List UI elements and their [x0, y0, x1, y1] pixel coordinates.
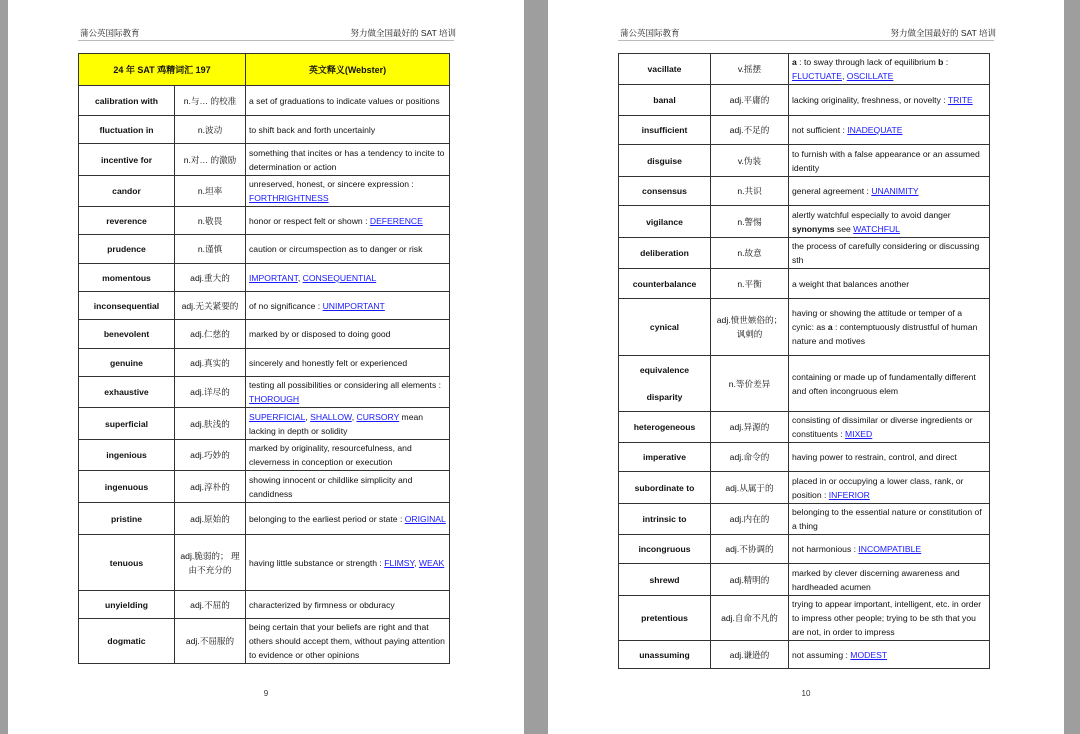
page-number: 10 — [801, 689, 811, 698]
part-of-speech: adj.从属于的 — [711, 472, 789, 504]
definition-text: : to sway through lack of equilibrium — [796, 57, 939, 67]
definition — [246, 144, 450, 176]
synonym-link[interactable]: INFERIOR — [828, 489, 870, 500]
synonym-link[interactable]: THOROUGH — [249, 394, 300, 404]
table-row — [619, 412, 990, 443]
table-row — [619, 269, 990, 299]
definition — [789, 564, 990, 596]
definition — [789, 412, 990, 443]
table-row — [619, 238, 990, 269]
vocab-word: vacillate — [619, 54, 711, 85]
part-of-speech: adj.平庸的 — [711, 85, 789, 116]
table-row — [79, 176, 450, 207]
definition-text: marked by originality, resourcefulness, and cleverness in conception or execution — [249, 443, 412, 467]
vocab-word: dogmatic — [79, 619, 175, 664]
table-row — [79, 116, 450, 144]
definition — [246, 235, 450, 264]
vocab-word: ingenuous — [79, 471, 175, 503]
table-row — [79, 235, 450, 264]
definition-text: testing all possibilities or considering all elements : — [249, 380, 442, 390]
synonym-link[interactable]: DEFERENCE — [369, 215, 423, 226]
definition-text: honor or respect felt or shown : — [249, 215, 370, 226]
synonym-link[interactable]: CURSORY — [356, 411, 400, 422]
part-of-speech: adj.不屈的 — [175, 591, 246, 619]
table-row — [619, 299, 990, 356]
table-row — [619, 116, 990, 145]
definition — [246, 86, 450, 116]
definition-text: containing or made up of fundamentally different and often incongruous elem — [792, 371, 976, 396]
table-row — [619, 356, 990, 412]
synonym-link[interactable]: INCOMPATIBLE — [858, 544, 922, 554]
table-row — [619, 472, 990, 504]
vocab-word: heterogeneous — [619, 412, 711, 443]
vocab-word: disguise — [619, 145, 711, 177]
definition-text: alertly watchful especially to avoid danger — [792, 209, 951, 220]
synonym-link[interactable]: SUPERFICIAL — [249, 411, 306, 422]
table-row — [619, 596, 990, 641]
synonym-link[interactable]: UNIMPORTANT — [322, 300, 385, 311]
vocab-word: exhaustive — [79, 377, 175, 408]
definition-text: : contemptuously distrustful of human nature and motives — [792, 322, 978, 346]
table-row — [79, 349, 450, 377]
vocab-word: banal — [619, 85, 711, 116]
definition-text: a set of graduations to indicate values or positions — [249, 95, 440, 106]
page-number: 9 — [263, 689, 269, 698]
part-of-speech: adj.谦逊的 — [711, 641, 789, 669]
part-of-speech: n.与… 的校准 — [175, 86, 246, 116]
part-of-speech: n.等价差异 — [711, 356, 789, 412]
synonym-link[interactable]: FLIMSY — [384, 557, 415, 568]
definition-text: not assuming : — [792, 649, 851, 660]
definition-text: a — [792, 57, 797, 67]
definition — [789, 443, 990, 472]
definition-text: b — [938, 57, 944, 67]
definition — [246, 207, 450, 235]
vocab-word: consensus — [619, 177, 711, 206]
definition-text: , — [305, 411, 311, 422]
table-row — [619, 443, 990, 472]
definition-text: see — [834, 223, 854, 234]
synonym-link[interactable]: FORTHRIGHTNESS — [249, 193, 329, 203]
definition — [789, 356, 990, 412]
vocab-word: unyielding — [79, 591, 175, 619]
definition — [789, 145, 990, 177]
part-of-speech: adj.不足的 — [711, 116, 789, 145]
synonym-link[interactable]: UNANIMITY — [871, 186, 919, 196]
definition-text: synonyms — [792, 223, 835, 234]
part-of-speech: adj.仁慈的 — [175, 320, 246, 349]
vocab-word: equivalence disparity — [619, 356, 711, 412]
definition — [789, 177, 990, 206]
part-of-speech: n.对… 的激励 — [175, 144, 246, 176]
part-of-speech: adj.精明的 — [711, 564, 789, 596]
vocab-word: superficial — [79, 408, 175, 440]
definition — [789, 85, 990, 116]
part-of-speech: adj.内在的 — [711, 504, 789, 535]
vocab-word: inconsequential — [79, 292, 175, 320]
header-rule — [78, 40, 454, 41]
table-row — [619, 564, 990, 596]
synonym-link[interactable]: TRITE — [947, 95, 973, 105]
synonym-link[interactable]: MODEST — [850, 649, 888, 660]
part-of-speech: n.共识 — [711, 177, 789, 206]
synonym-link[interactable]: WEAK — [418, 557, 445, 568]
definition-text: showing innocent or childlike simplicity and candidness — [249, 474, 413, 499]
vocab-word: subordinate to — [619, 472, 711, 504]
synonym-link[interactable]: WATCHFUL — [853, 223, 900, 234]
definition-text: a weight that balances another — [792, 278, 910, 289]
definition-text: unreserved, honest, or sincere expression : — [249, 179, 414, 189]
definition-text: consisting of dissimilar or diverse ingredients or constituents : — [792, 415, 973, 439]
table-row — [619, 85, 990, 116]
definition-text: characterized by firmness or obduracy — [249, 599, 395, 610]
definition — [789, 596, 990, 641]
part-of-speech: adj.自命不凡的 — [711, 596, 789, 641]
synonym-link[interactable]: FLUCTUATE — [792, 71, 842, 81]
part-of-speech: adj.肤浅的 — [175, 408, 246, 440]
vocab-rows-left — [79, 86, 450, 664]
synonym-link[interactable]: INADEQUATE — [847, 125, 903, 135]
part-of-speech: adj.不协调的 — [711, 535, 789, 564]
definition — [246, 320, 450, 349]
definition — [246, 503, 450, 535]
definition — [789, 269, 990, 299]
header-slogan: 努力做全国最好的 SAT 培训 — [350, 28, 456, 38]
part-of-speech: n.波动 — [175, 116, 246, 144]
definition-text: placed in or occupying a lower class, rank, or position : — [792, 475, 964, 500]
definition — [246, 377, 450, 408]
definition-text: mean lacking in depth or solidity — [249, 411, 424, 436]
definition-text: to shift back and forth uncertainly — [249, 124, 376, 135]
definition — [789, 472, 990, 504]
table-row — [79, 535, 450, 591]
page-9 — [8, 0, 524, 734]
part-of-speech: n.坦率 — [175, 176, 246, 207]
definition-text: a — [827, 322, 833, 332]
definition — [789, 504, 990, 535]
definition — [246, 471, 450, 503]
definition — [789, 641, 990, 669]
definition-text: not harmonious : — [792, 544, 859, 554]
part-of-speech: adj.愤世嫉俗的； 讽刺的 — [711, 299, 789, 356]
part-of-speech: adj.原始的 — [175, 503, 246, 535]
part-of-speech: adj.重大的 — [175, 264, 246, 292]
definition-text: caution or circumspection as to danger or risk — [249, 244, 423, 254]
vocab-word: ingenious — [79, 440, 175, 471]
part-of-speech: adj.不屈服的 — [175, 619, 246, 664]
definition — [789, 535, 990, 564]
definition-text: something that incites or has a tendency to incite to determination or action — [249, 147, 445, 172]
synonym-link[interactable]: ORIGINAL — [404, 513, 446, 524]
part-of-speech: adj.淳朴的 — [175, 471, 246, 503]
part-of-speech: n.谨慎 — [175, 235, 246, 264]
vocab-word: imperative — [619, 443, 711, 472]
vocab-word: pretentious — [619, 596, 711, 641]
header-rule — [618, 40, 994, 41]
part-of-speech: v.摇摆 — [711, 54, 789, 85]
header-org-name: 蒲公英国际教育 — [620, 28, 680, 38]
vocab-word: benevolent — [79, 320, 175, 349]
header-slogan: 努力做全国最好的 SAT 培训 — [890, 28, 996, 38]
definition-text: having power to restrain, control, and direct — [792, 452, 957, 462]
vocab-table-left — [78, 53, 450, 664]
definition-text: of no significance : — [249, 300, 323, 311]
definition — [246, 535, 450, 591]
table-row — [79, 619, 450, 664]
part-of-speech: n.平衡 — [711, 269, 789, 299]
table-row — [79, 207, 450, 235]
definition-text: , — [414, 557, 419, 568]
table-row — [79, 86, 450, 116]
definition-text: sincerely and honestly felt or experienced — [249, 357, 408, 368]
vocab-word: incentive for — [79, 144, 175, 176]
definition — [246, 408, 450, 440]
part-of-speech: adj.命令的 — [711, 443, 789, 472]
table-row — [79, 408, 450, 440]
page-10 — [548, 0, 1064, 734]
definition — [246, 591, 450, 619]
synonym-link[interactable]: IMPORTANT — [249, 272, 298, 283]
definition-text: trying to appear important, intelligent, etc. in order to impress other people; trying to be sth that you are not, in order to impress — [792, 599, 982, 637]
table-row — [619, 535, 990, 564]
definition-text: the process of carefully considering or discussing sth — [792, 241, 980, 265]
definition-text: to furnish with a false appearance or an assumed identity — [792, 148, 980, 173]
vocab-rows-right — [619, 54, 990, 669]
definition-text: being certain that your beliefs are right and that others should accept them, without paying attention to evidence or other opinions — [249, 622, 445, 660]
table-row — [79, 320, 450, 349]
definition — [789, 116, 990, 145]
table-row — [79, 144, 450, 176]
table-row — [79, 503, 450, 535]
table-row — [619, 504, 990, 535]
definition-text: having little substance or strength : — [249, 557, 385, 568]
definition — [246, 349, 450, 377]
vocab-word: genuine — [79, 349, 175, 377]
vocab-word: unassuming — [619, 641, 711, 669]
definition — [246, 292, 450, 320]
part-of-speech: n.警惕 — [711, 206, 789, 238]
vocab-word: pristine — [79, 503, 175, 535]
definition-text: lacking originality, freshness, or novelty : — [792, 95, 948, 105]
vocab-word: incongruous — [619, 535, 711, 564]
table-row — [619, 641, 990, 669]
table-row — [79, 440, 450, 471]
vocab-word: counterbalance — [619, 269, 711, 299]
definition-text: , — [351, 411, 357, 422]
definition — [789, 54, 990, 85]
definition-text: , — [297, 272, 303, 283]
part-of-speech: n.故意 — [711, 238, 789, 269]
vocab-word: momentous — [79, 264, 175, 292]
synonym-link[interactable]: CONSEQUENTIAL — [302, 272, 377, 283]
table-title: 24 年 SAT 鸡精词汇 197 — [79, 54, 246, 86]
vocab-word: prudence — [79, 235, 175, 264]
definition — [246, 619, 450, 664]
vocab-table-right — [618, 53, 990, 669]
synonym-link[interactable]: MIXED — [845, 429, 873, 439]
part-of-speech: v.伪装 — [711, 145, 789, 177]
part-of-speech: adj.异源的 — [711, 412, 789, 443]
part-of-speech: adj.巧妙的 — [175, 440, 246, 471]
part-of-speech: adj.脆弱的； 理由不充分的 — [175, 535, 246, 591]
part-of-speech: adj.详尽的 — [175, 377, 246, 408]
part-of-speech: adj.真实的 — [175, 349, 246, 377]
table-row — [79, 264, 450, 292]
vocab-word: calibration with — [79, 86, 175, 116]
table-row — [619, 177, 990, 206]
definition-column-header: 英文释义(Webster) — [246, 54, 450, 86]
synonym-link[interactable]: OSCILLATE — [846, 71, 894, 81]
table-row — [619, 145, 990, 177]
definition-text: having or showing the attitude or temper of a cynic: as — [792, 308, 963, 332]
definition-text: marked by clever discerning awareness and hardheaded acumen — [792, 567, 960, 592]
vocab-word: intrinsic to — [619, 504, 711, 535]
vocab-word: tenuous — [79, 535, 175, 591]
definition-text: marked by or disposed to doing good — [249, 329, 391, 339]
definition-text: belonging to the essential nature or constitution of a thing — [792, 507, 982, 531]
definition — [246, 116, 450, 144]
table-row — [79, 377, 450, 408]
definition-text: : — [943, 57, 949, 67]
definition-text: , — [841, 71, 847, 81]
table-row — [79, 591, 450, 619]
definition — [246, 176, 450, 207]
vocab-word: fluctuation in — [79, 116, 175, 144]
vocab-word: deliberation — [619, 238, 711, 269]
table-row — [619, 206, 990, 238]
table-row — [79, 292, 450, 320]
synonym-link[interactable]: SHALLOW — [310, 411, 352, 422]
definition-text: not sufficient : — [792, 125, 848, 135]
part-of-speech: adj.无关紧要的 — [175, 292, 246, 320]
definition — [789, 206, 990, 238]
part-of-speech: n.敬畏 — [175, 207, 246, 235]
vocab-word: reverence — [79, 207, 175, 235]
definition — [246, 264, 450, 292]
vocab-word: cynical — [619, 299, 711, 356]
definition — [789, 238, 990, 269]
definition-text: general agreement : — [792, 186, 872, 196]
vocab-word: insufficient — [619, 116, 711, 145]
table-row — [79, 471, 450, 503]
vocab-word: candor — [79, 176, 175, 207]
vocab-word: shrewd — [619, 564, 711, 596]
header-org-name: 蒲公英国际教育 — [80, 28, 140, 38]
definition — [789, 299, 990, 356]
definition-text: belonging to the earliest period or state : — [249, 513, 405, 524]
table-row — [619, 54, 990, 85]
vocab-word: vigilance — [619, 206, 711, 238]
definition — [246, 440, 450, 471]
